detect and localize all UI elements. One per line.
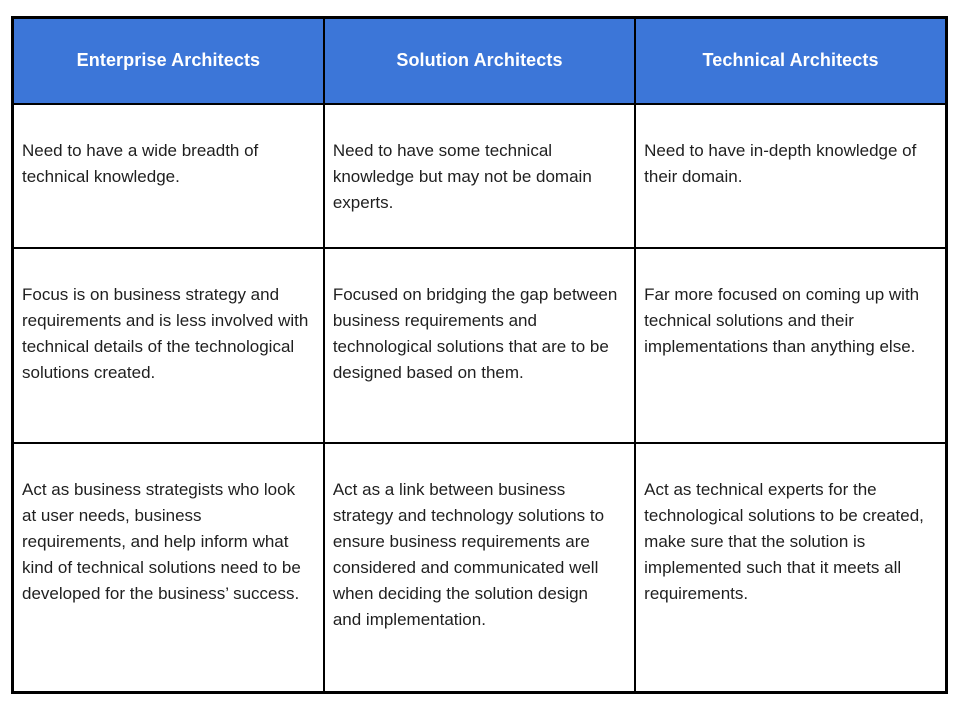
- column-header-enterprise-architects: Enterprise Architects: [13, 18, 324, 104]
- cell-role-technical: Act as technical experts for the technological solutions to be created, make sure that the solution is implemented such that it meets all requirements.: [635, 443, 946, 693]
- cell-focus-technical: Far more focused on coming up with technical solutions and their implementations than anything else.: [635, 248, 946, 443]
- architect-comparison-table: [11, 16, 948, 694]
- cell-knowledge-technical: Need to have in-depth knowledge of their domain.: [635, 104, 946, 248]
- table-body: [13, 104, 947, 693]
- table-row: [13, 104, 947, 248]
- cell-focus-solution: Focused on bridging the gap between business requirements and technological solutions that are to be designed based on them.: [324, 248, 635, 443]
- comparison-table-container: [11, 16, 948, 694]
- cell-focus-enterprise: Focus is on business strategy and requirements and is less involved with technical details of the technological solutions created.: [13, 248, 324, 443]
- cell-role-solution: Act as a link between business strategy and technology solutions to ensure business requirements are considered and communicated well when deciding the solution design and implementation.: [324, 443, 635, 693]
- table-header: [13, 18, 947, 104]
- cell-knowledge-solution: Need to have some technical knowledge but may not be domain experts.: [324, 104, 635, 248]
- column-header-solution-architects: Solution Architects: [324, 18, 635, 104]
- column-header-technical-architects: Technical Architects: [635, 18, 946, 104]
- header-row: [13, 18, 947, 104]
- table-row: [13, 443, 947, 693]
- cell-knowledge-enterprise: Need to have a wide breadth of technical knowledge.: [13, 104, 324, 248]
- table-row: [13, 248, 947, 443]
- cell-role-enterprise: Act as business strategists who look at user needs, business requirements, and help inform what kind of technical solutions need to be developed for the business’ success.: [13, 443, 324, 693]
